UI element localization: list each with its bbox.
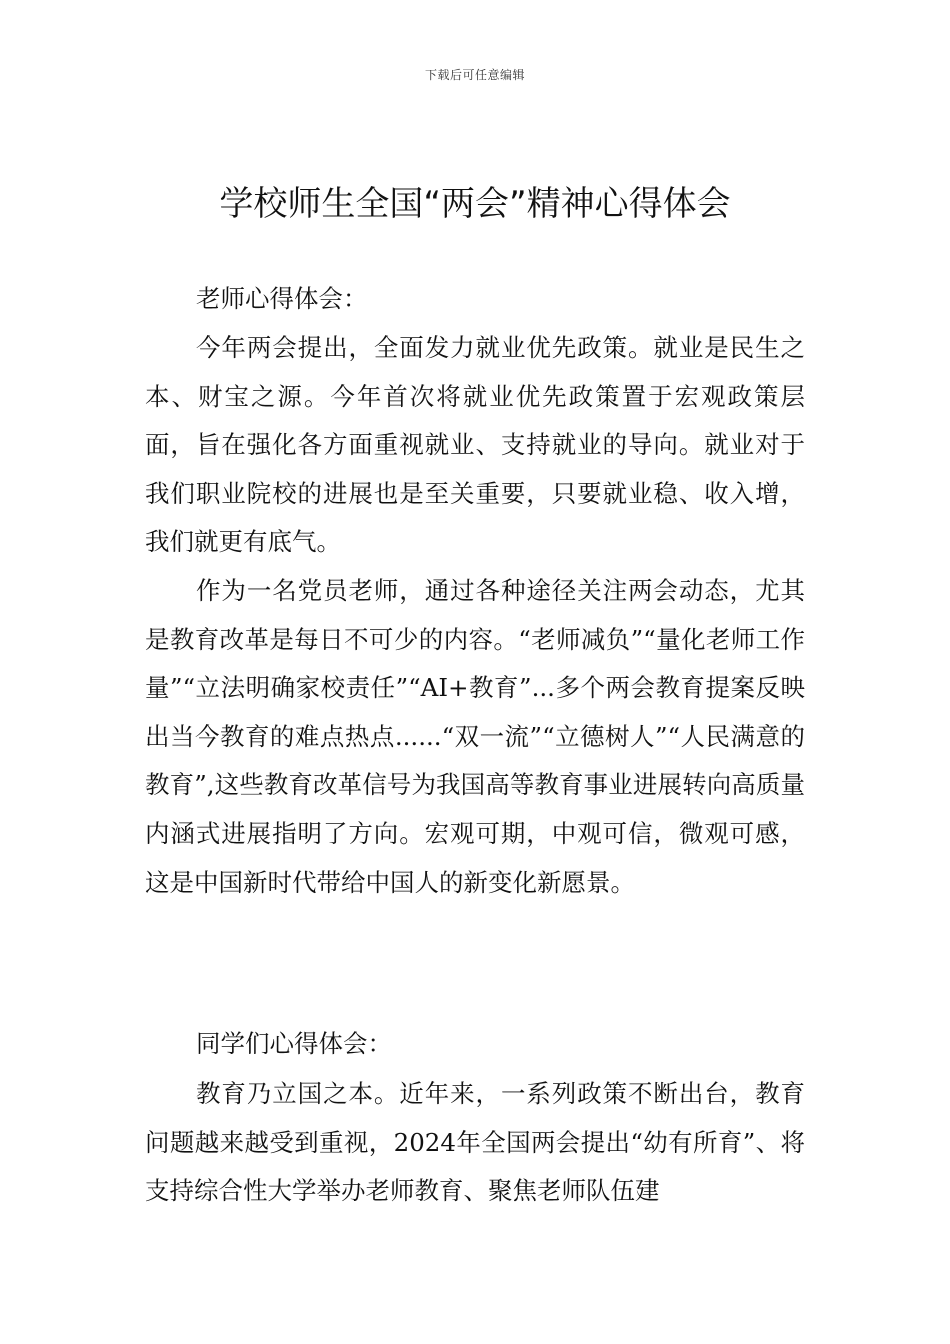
teacher-paragraph-2: 作为一名党员老师，通过各种途径关注两会动态，尤其是教育改革是每日不可少的内容。“老师减负”“量化老师工作量”“立法明确家校责任”“AI+教育”...多个两会教育提案反映出当今教育的难点热点......“双一流”“立德树人”“人民满意的教育”,这些教育改革信号为我国高等教育事业进展转向高质量内涵式进展指明了方向。宏观可期，中观可信，微观可感，这是中国新时代带给中国人的新变化新愿景。	[145, 575, 805, 897]
student-paragraph-1: 教育乃立国之本。近年来，一系列政策不断出台，教育问题越来越受到重视，2024年全国两会提出“幼有所育”、将支持综合性大学举办老师教育、聚焦老师队伍建	[145, 1079, 805, 1206]
student-section-heading: 同学们心得体会：	[196, 1029, 392, 1058]
teacher-section-body	[145, 324, 805, 907]
student-section-body	[145, 1070, 805, 1216]
teacher-section-heading: 老师心得体会：	[196, 284, 368, 313]
header-note: 下载后可任意编辑	[424, 68, 525, 82]
document-title: 学校师生全国“两会”精神心得体会	[219, 184, 731, 224]
teacher-paragraph-1: 今年两会提出，全面发力就业优先政策。就业是民生之本、财宝之源。今年首次将就业优先政策置于宏观政策层面，旨在强化各方面重视就业、支持就业的导向。就业对于我们职业院校的进展也是至关重要，只要就业稳、收入增，我们就更有底气。	[145, 333, 805, 557]
